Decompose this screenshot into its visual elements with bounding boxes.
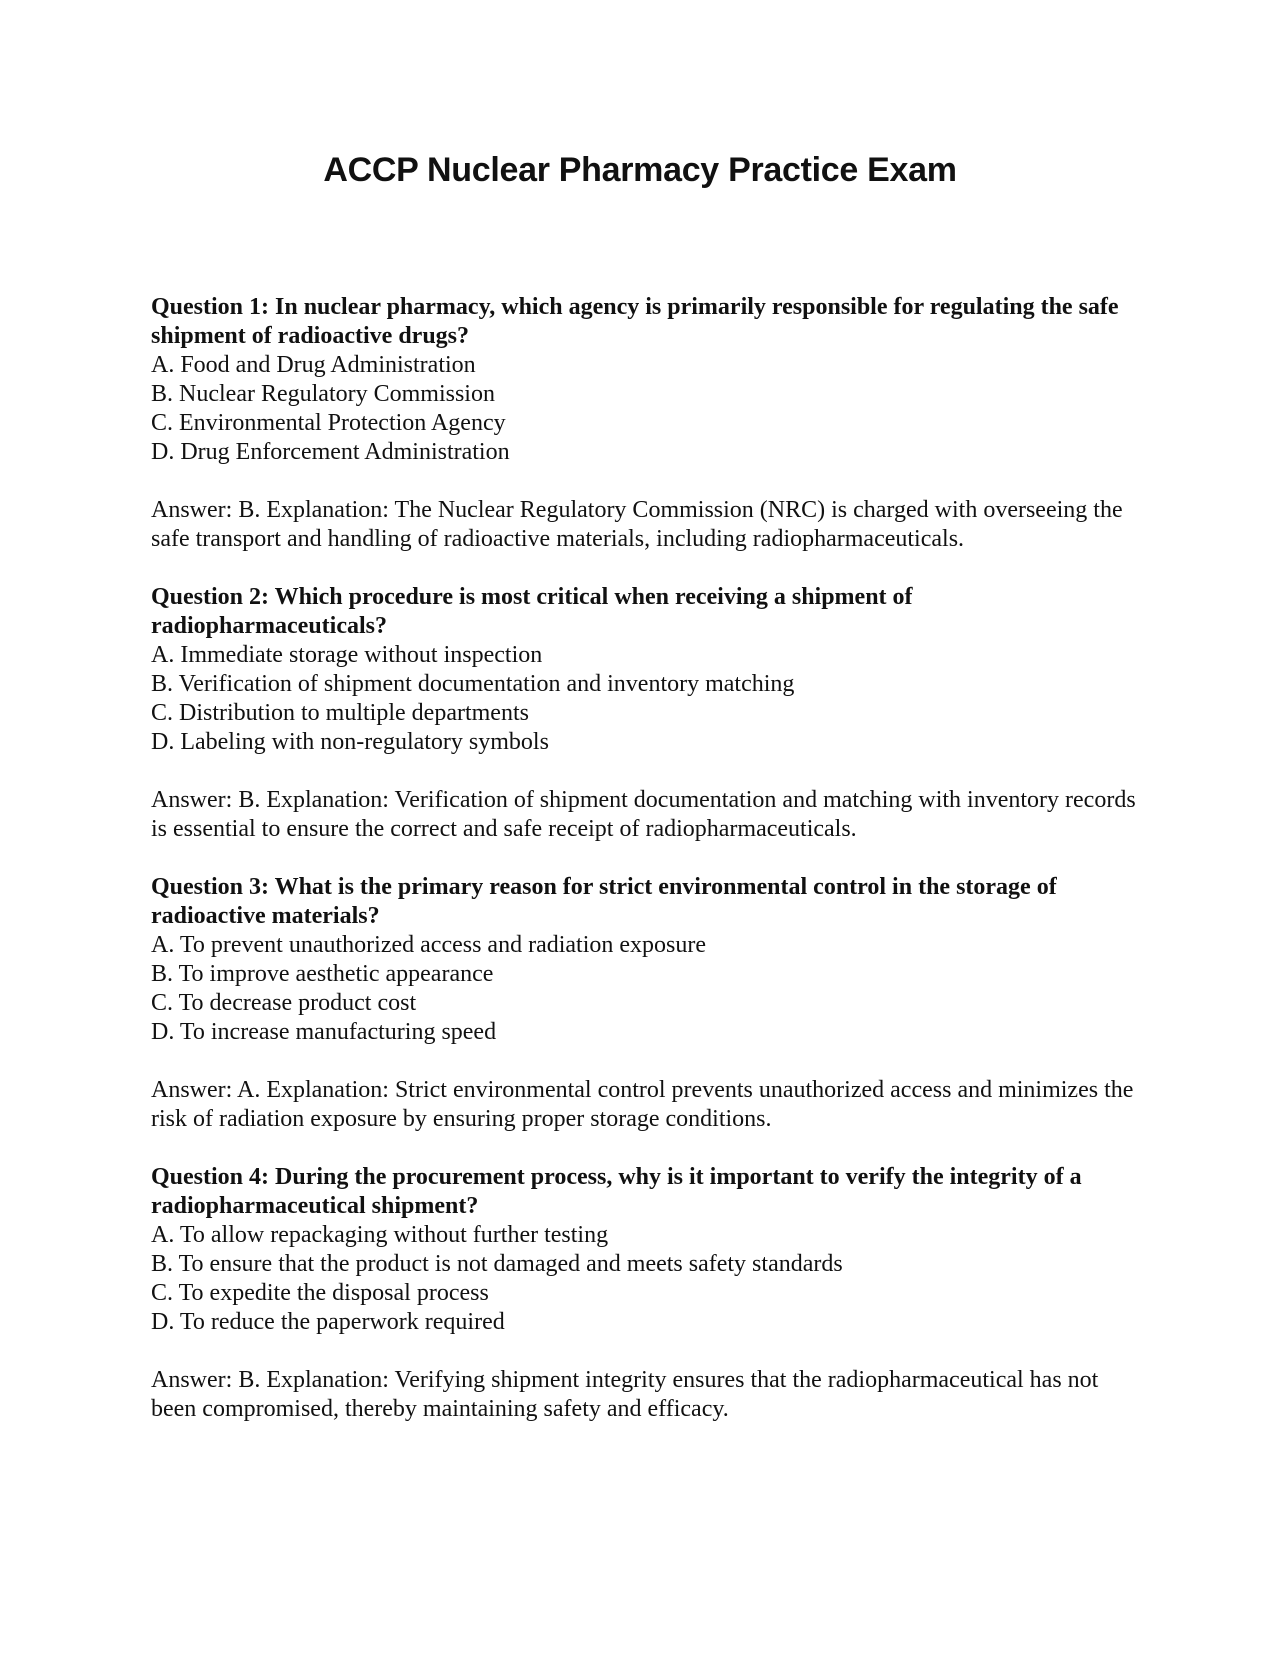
question-list: [151, 293, 1136, 1453]
option-d: D. To reduce the paperwork required: [151, 1309, 505, 1335]
option-c: C. To expedite the disposal process: [151, 1280, 489, 1306]
question-text: Question 1: In nuclear pharmacy, which agency is primarily responsible for regulating the safe shipment of radioactive drugs?: [151, 294, 1119, 349]
option-a: A. Immediate storage without inspection: [151, 642, 543, 668]
answer-options: [151, 351, 1136, 467]
answer-options: [151, 1221, 1136, 1337]
question-text: Question 3: What is the primary reason for strict environmental control in the storage of radioactive materials?: [151, 874, 1057, 929]
question-text: Question 2: Which procedure is most critical when receiving a shipment of radiopharmaceuticals?: [151, 584, 913, 639]
page-title: ACCP Nuclear Pharmacy Practice Exam: [323, 151, 957, 189]
question-block-4: [151, 1163, 1136, 1424]
option-d: D. Drug Enforcement Administration: [151, 439, 510, 465]
question-block-1: [151, 293, 1136, 554]
option-d: D. To increase manufacturing speed: [151, 1019, 497, 1045]
option-b: B. Verification of shipment documentation and inventory matching: [151, 671, 795, 697]
option-b: B. To improve aesthetic appearance: [151, 961, 494, 987]
option-a: A. Food and Drug Administration: [151, 352, 476, 378]
question-block-2: [151, 583, 1136, 844]
option-a: A. To prevent unauthorized access and radiation exposure: [151, 932, 707, 958]
answer-explanation: Answer: B. Explanation: The Nuclear Regulatory Commission (NRC) is charged with overseeing the safe transport and handling of radioactive materials, including radiopharmaceuticals.: [151, 497, 1123, 552]
question-text: Question 4: During the procurement process, why is it important to verify the integrity of a radiopharmaceutical shipment?: [151, 1164, 1082, 1219]
answer-explanation: Answer: A. Explanation: Strict environmental control prevents unauthorized access and minimizes the risk of radiation exposure by ensuring proper storage conditions.: [151, 1077, 1134, 1132]
option-c: C. To decrease product cost: [151, 990, 417, 1016]
option-c: C. Distribution to multiple departments: [151, 700, 529, 726]
answer-explanation: Answer: B. Explanation: Verification of shipment documentation and matching with inventory records is essential to ensure the correct and safe receipt of radiopharmaceuticals.: [151, 787, 1136, 842]
answer-options: [151, 641, 1136, 757]
answer-explanation: Answer: B. Explanation: Verifying shipment integrity ensures that the radiopharmaceutical has not been compromised, thereby maintaining safety and efficacy.: [151, 1367, 1099, 1422]
option-a: A. To allow repackaging without further testing: [151, 1222, 609, 1248]
option-b: B. Nuclear Regulatory Commission: [151, 381, 495, 407]
option-c: C. Environmental Protection Agency: [151, 410, 506, 436]
answer-options: [151, 931, 1136, 1047]
option-b: B. To ensure that the product is not damaged and meets safety standards: [151, 1251, 843, 1277]
question-block-3: [151, 873, 1136, 1134]
option-d: D. Labeling with non-regulatory symbols: [151, 729, 549, 755]
